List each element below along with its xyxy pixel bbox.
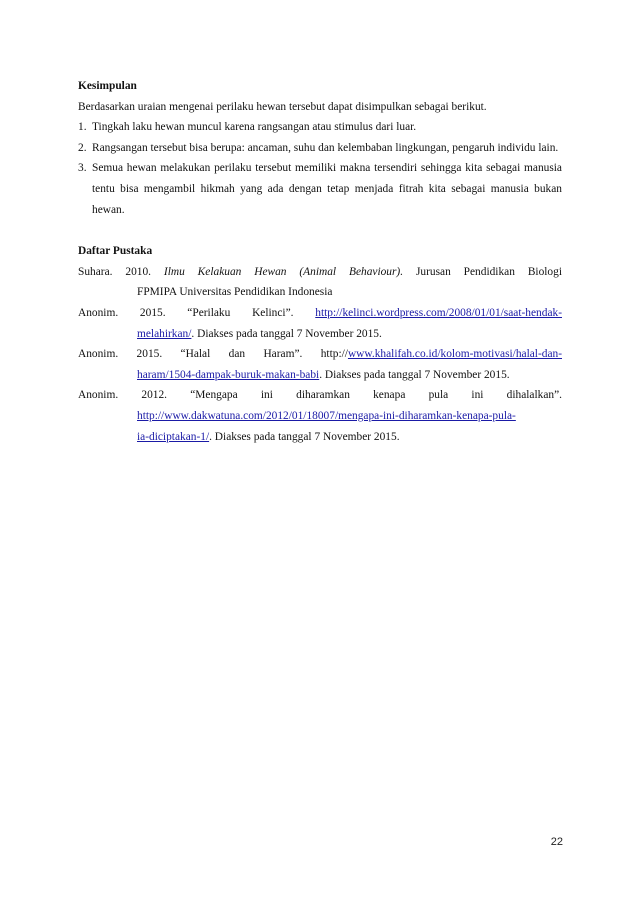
list-number: 3. (78, 162, 87, 175)
reference-entry (78, 262, 562, 283)
reference-access-date: . Diakses pada tanggal 7 November 2015. (319, 368, 510, 381)
reference-access-date: . Diakses pada tanggal 7 November 2015. (209, 430, 400, 443)
reference-link[interactable]: melahirkan/ (137, 327, 192, 340)
reference-access-date: . Diakses pada tanggal 7 November 2015. (191, 327, 382, 340)
reference-continuation: FPMIPA Universitas Pendidikan Indonesia (137, 286, 333, 299)
reference-continuation (78, 427, 562, 448)
conclusion-item (78, 138, 562, 159)
references-heading: Daftar Pustaka (78, 245, 153, 258)
reference-text: Jurusan Pendidikan Biologi (403, 265, 562, 278)
reference-entry (78, 303, 562, 324)
reference-title: Ilmu Kelakuan Hewan (Animal Behaviour). (163, 265, 404, 278)
page-number: 22 (550, 836, 563, 848)
reference-lead: Anonim. 2015. “Perilaku Kelinci”. (78, 306, 316, 319)
list-item-text: Semua hewan melakukan perilaku tersebut memiliki makna tersendiri sehingga kita sebagai manusia tentu bisa mengambil hikmah yang ada dengan tetap menjada fitrah kita sebagai manusia bukan hewan. (92, 162, 562, 216)
reference-link[interactable]: haram/1504-dampak-buruk-makan-babi (137, 368, 320, 381)
list-item-text: Tingkah laku hewan muncul karena rangsangan atau stimulus dari luar. (92, 121, 417, 134)
conclusion-intro: Berdasarkan uraian mengenai perilaku hewan tersebut dapat disimpulkan sebagai berikut. (78, 100, 487, 113)
reference-continuation (78, 324, 562, 345)
section-spacer (78, 220, 562, 241)
conclusion-item (78, 158, 562, 220)
reference-entry: Anonim. 2012. “Mengapa ini diharamkan kenapa pula ini dihalalkan”. (78, 389, 562, 402)
reference-link[interactable]: www.khalifah.co.id/kolom-motivasi/halal-dan- (347, 348, 562, 361)
conclusion-heading: Kesimpulan (78, 80, 137, 92)
reference-lead: Suhara. 2010. (78, 265, 164, 278)
page-content (78, 76, 562, 447)
reference-entry (78, 344, 562, 365)
reference-link[interactable]: http://kelinci.wordpress.com/2008/01/01/saat-hendak- (315, 306, 562, 319)
reference-continuation (78, 365, 562, 386)
list-number: 1. (78, 121, 87, 134)
reference-continuation (78, 406, 562, 427)
conclusion-item (78, 117, 562, 138)
reference-link[interactable]: ia-diciptakan-1/ (137, 430, 210, 443)
list-item-text: Rangsangan tersebut bisa berupa: ancaman, suhu dan kelembaban lingkungan, pengaruh individu lain. (92, 141, 559, 154)
reference-lead: Anonim. 2015. “Halal dan Haram”. http:// (78, 348, 348, 361)
conclusion-list (78, 117, 562, 220)
reference-link[interactable]: http://www.dakwatuna.com/2012/01/18007/mengapa-ini-diharamkan-kenapa-pula- (137, 409, 516, 422)
list-number: 2. (78, 141, 87, 154)
